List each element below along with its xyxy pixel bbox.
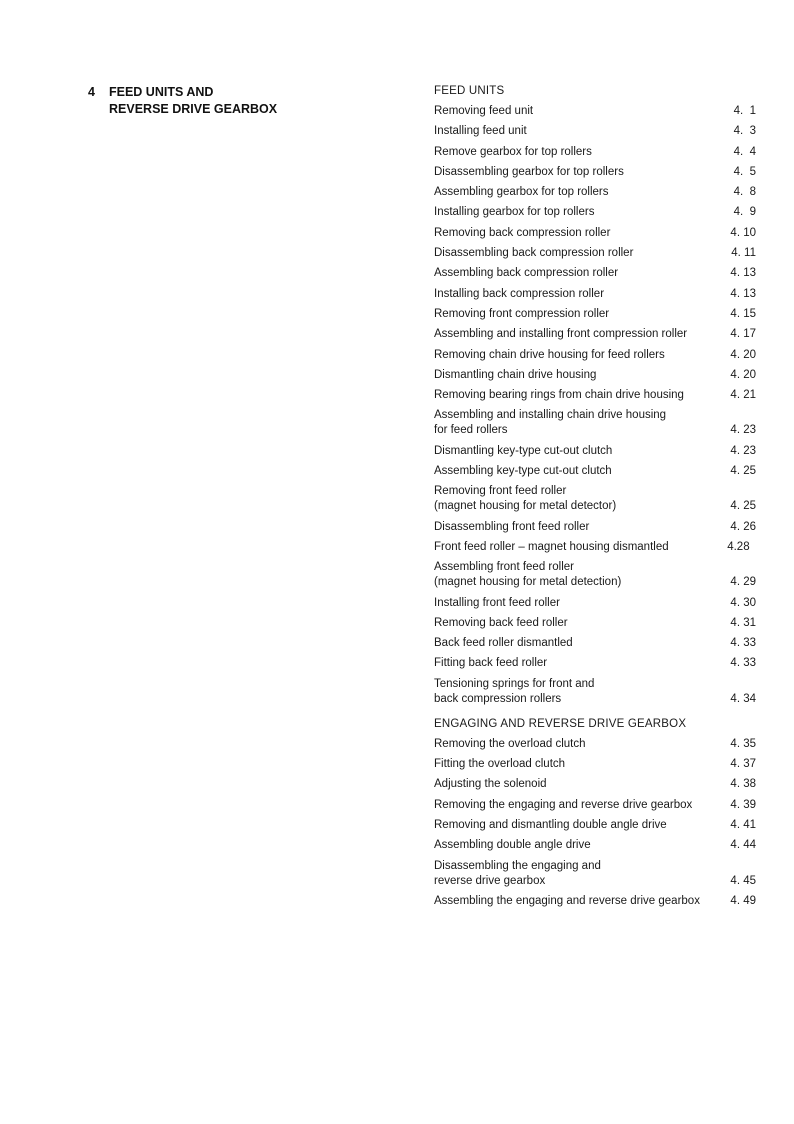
toc-entry (434, 520, 764, 535)
toc-entry-title-line: Installing front feed roller (434, 596, 560, 609)
toc-entry (434, 818, 764, 833)
toc-entry-title (434, 165, 724, 180)
toc-entry-page-number: 4. 33 (730, 637, 756, 650)
toc-entry-page-number: 4. 39 (730, 798, 756, 811)
toc-entry-title-line: Disassembling back compression roller (434, 247, 634, 260)
toc-entry-title-line: Disassembling gearbox for top rollers (434, 165, 624, 178)
toc-entry-title (434, 838, 724, 853)
toc-entry (434, 757, 764, 772)
toc-entry-title-line: (magnet housing for metal detection) (434, 576, 622, 589)
toc-entry-title-line: Adjusting the solenoid (434, 778, 547, 791)
toc-entry-title-line: for feed rollers (434, 424, 508, 437)
toc-entry (434, 560, 764, 590)
toc-entry-page-number: 4. 33 (730, 657, 756, 670)
toc-entry-title (434, 484, 724, 514)
toc-entry-title (434, 266, 724, 281)
toc-entry-title-line: Removing feed unit (434, 105, 534, 117)
toc-entry-page-number: 4. 9 (733, 206, 756, 219)
toc-entry (434, 798, 764, 813)
chapter-title (109, 84, 277, 118)
toc-entry-title-line: Assembling and installing front compression roller (434, 328, 688, 341)
toc-entry-title-line: Assembling back compression roller (434, 267, 619, 280)
toc-entry-title-line: reverse drive gearbox (434, 874, 546, 887)
toc-entry-page-number: 4. 30 (730, 596, 756, 609)
toc-entry-title-line: Disassembling the engaging and (434, 859, 601, 872)
toc-entry (434, 226, 764, 241)
toc-entry-page-number: 4. 13 (730, 267, 756, 280)
toc-entry (434, 266, 764, 281)
toc-entry-title (434, 596, 724, 611)
toc-entry (434, 484, 764, 514)
toc-entry (434, 408, 764, 438)
toc-entry-page-number: 4. 1 (733, 105, 756, 117)
toc-entry (434, 444, 764, 459)
toc-entry-title (434, 307, 724, 322)
toc-entry-title-line: Fitting back feed roller (434, 657, 548, 670)
toc-entry-title (434, 798, 724, 813)
toc-entry-page-number: 4. 5 (733, 165, 756, 178)
toc-entry-title (434, 757, 724, 772)
toc-entry-title-line: Removing chain drive housing for feed rollers (434, 348, 665, 361)
toc-entry-title-line: Assembling double angle drive (434, 839, 591, 852)
toc-entry-title-line: Front feed roller – magnet housing dismantled (434, 540, 669, 553)
toc-entry-title-line: Assembling key-type cut-out clutch (434, 465, 612, 478)
toc-entry-title-line: Remove gearbox for top rollers (434, 145, 592, 158)
toc-entry-title (434, 540, 724, 555)
toc-entry-title-line: Disassembling front feed roller (434, 520, 590, 533)
toc-entry-title-line: Installing feed unit (434, 125, 527, 138)
toc-entry-page-number: 4. 10 (730, 226, 756, 239)
toc-entry-title (434, 444, 724, 459)
toc-entry-page-number: 4. 23 (730, 424, 756, 437)
toc-entry-page-number: 4. 13 (730, 287, 756, 300)
toc-entry-page-number: 4. 15 (730, 307, 756, 320)
toc-entry-title (434, 818, 724, 833)
toc-entry (434, 859, 764, 889)
toc-entry-title-line: Removing and dismantling double angle drive (434, 818, 667, 831)
toc-entry-page-number: 4. 20 (730, 348, 756, 361)
toc-entry-title (434, 226, 724, 241)
toc-entry-page-number: 4. 25 (730, 465, 756, 478)
toc-entry (434, 185, 764, 200)
toc-entry-title (434, 656, 724, 671)
toc-entry (434, 737, 764, 752)
toc-entry-title-line: (magnet housing for metal detector) (434, 500, 617, 513)
toc-entry-page-number: 4. 25 (730, 500, 756, 513)
toc-entry-title (434, 145, 724, 160)
toc-entry (434, 616, 764, 631)
toc-entry-title-line: Fitting the overload clutch (434, 758, 566, 771)
toc-entry-title (434, 616, 724, 631)
toc-entry-title-line: Installing gearbox for top rollers (434, 206, 595, 219)
toc-entry-title-line: Back feed roller dismantled (434, 637, 573, 650)
toc-entry (434, 165, 764, 180)
toc-entry-title-line: Assembling front feed roller (434, 561, 574, 574)
toc-entry-page-number: 4. 11 (731, 247, 756, 260)
toc-entry-title (434, 104, 724, 119)
toc-entry-title-line: Tensioning springs for front and (434, 677, 595, 690)
toc-entry-title (434, 327, 724, 342)
toc-entry (434, 205, 764, 220)
toc-entry-page-number: 4. 38 (730, 778, 756, 791)
toc-entry-title (434, 777, 724, 792)
toc-entry-title-line: Removing back feed roller (434, 616, 568, 629)
toc-entry-title (434, 408, 724, 438)
toc-entry-title (434, 677, 724, 707)
toc-entry-page-number: 4. 37 (730, 758, 756, 771)
toc-entry-title-line: Removing the overload clutch (434, 737, 586, 750)
toc-entry-page-number: 4. 26 (730, 520, 756, 533)
toc-entry-page-number: 4. 49 (730, 894, 756, 907)
toc-entry-page-number: 4. 8 (733, 186, 756, 199)
toc-entry (434, 540, 764, 555)
toc-entry-page-number: 4. 31 (730, 616, 756, 629)
toc-entry-title (434, 185, 724, 200)
toc-entry-title-line: back compression rollers (434, 692, 562, 705)
toc-entry-title (434, 388, 724, 403)
toc-entry (434, 777, 764, 792)
toc-entry (434, 287, 764, 302)
toc-entry-title (434, 464, 724, 479)
toc-entry-title (434, 520, 724, 535)
chapter-title-line-2: REVERSE DRIVE GEARBOX (109, 102, 278, 116)
toc-entry-title-line: Assembling and installing chain drive housing (434, 409, 667, 422)
toc-entry (434, 145, 764, 160)
toc-entry-title-line: Removing front compression roller (434, 307, 610, 320)
toc-entry-title-line: Removing front feed roller (434, 485, 567, 498)
toc-entry-page-number: 4. 23 (730, 444, 756, 457)
toc-entry-page-number: 4. 21 (730, 389, 756, 402)
toc-entry-page-number: 4. 3 (733, 125, 756, 138)
toc-entry-page-number: 4. 17 (730, 328, 756, 341)
section-heading: ENGAGING AND REVERSE DRIVE GEARBOX (434, 717, 687, 730)
toc-entry-page-number: 4. 44 (730, 839, 756, 852)
toc-entry (434, 246, 764, 261)
toc-entry-page-number: 4. 29 (730, 576, 756, 589)
toc-entry (434, 838, 764, 853)
toc-entry-title (434, 246, 724, 261)
toc-entry (434, 677, 764, 707)
table-of-contents (434, 84, 764, 914)
toc-entry (434, 348, 764, 363)
toc-entry-title-line: Removing the engaging and reverse drive gearbox (434, 798, 693, 811)
toc-entry (434, 894, 764, 909)
toc-entry-title (434, 894, 724, 909)
toc-entry-title (434, 636, 724, 651)
toc-entry-title-line: Removing bearing rings from chain drive housing (434, 389, 684, 402)
toc-entry (434, 388, 764, 403)
toc-entry-title-line: Dismantling chain drive housing (434, 368, 597, 381)
toc-entry-page-number: 4. 41 (730, 818, 756, 831)
toc-entry-title (434, 205, 724, 220)
toc-entry-page-number: 4. 34 (730, 692, 756, 705)
toc-entry (434, 307, 764, 322)
toc-entry-title (434, 348, 724, 363)
toc-entry (434, 464, 764, 479)
toc-entry-page-number: 4.28 (727, 540, 756, 553)
toc-entry-title-line: Dismantling key-type cut-out clutch (434, 444, 613, 457)
toc-entry-page-number: 4. 45 (730, 874, 756, 887)
toc-entry-page-number: 4. 20 (730, 368, 756, 381)
toc-entry-title (434, 368, 724, 383)
toc-entry-title-line: Assembling the engaging and reverse drive gearbox (434, 894, 700, 907)
section-heading: FEED UNITS (434, 85, 505, 97)
toc-entry-title (434, 859, 724, 889)
toc-entry (434, 327, 764, 342)
chapter-number: 4 (88, 85, 95, 99)
toc-entry (434, 368, 764, 383)
toc-entry (434, 104, 764, 119)
toc-entry-title (434, 124, 724, 139)
toc-entry-page-number: 4. 4 (733, 145, 756, 158)
toc-entry-title (434, 737, 724, 752)
toc-entry (434, 636, 764, 651)
toc-entry (434, 124, 764, 139)
toc-entry (434, 596, 764, 611)
toc-entry-title-line: Installing back compression roller (434, 287, 605, 300)
toc-entry-title (434, 287, 724, 302)
chapter-title-line-1: FEED UNITS AND (109, 85, 214, 99)
toc-entry-title-line: Removing back compression roller (434, 226, 611, 239)
toc-entry (434, 656, 764, 671)
toc-entry-page-number: 4. 35 (730, 737, 756, 750)
toc-entry-title-line: Assembling gearbox for top rollers (434, 186, 609, 199)
toc-entry-title (434, 560, 724, 590)
